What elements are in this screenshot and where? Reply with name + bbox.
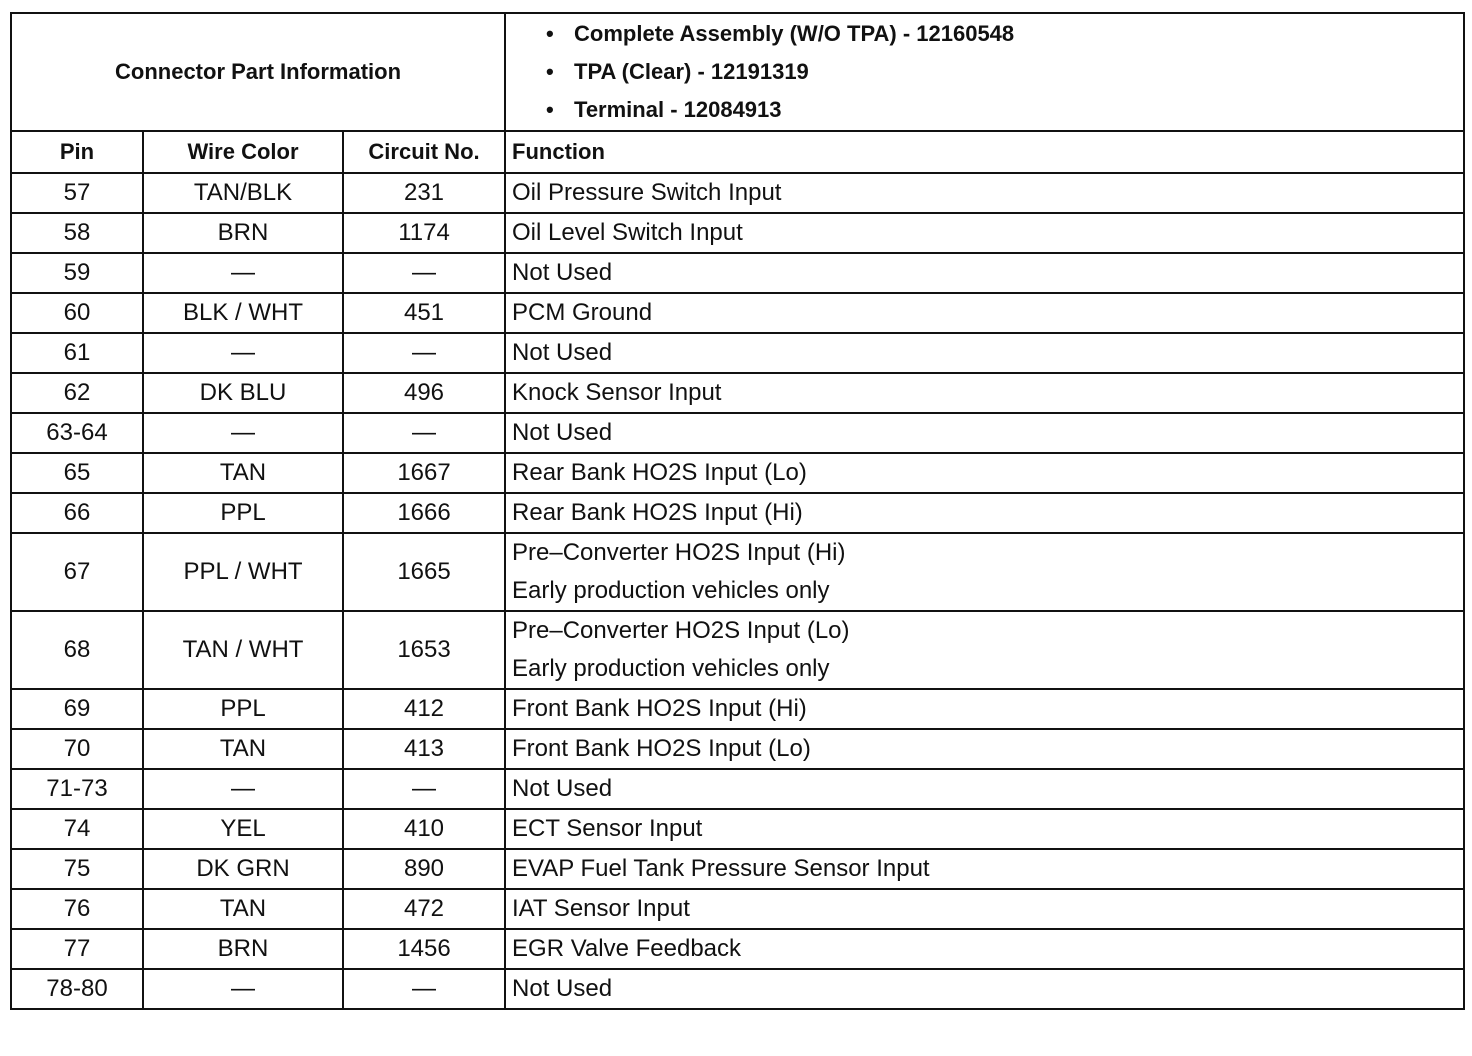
column-header-pin: Pin <box>11 131 143 173</box>
pin-cell: 77 <box>11 929 143 969</box>
pin-cell: 74 <box>11 809 143 849</box>
pin-cell: 57 <box>11 173 143 213</box>
connector-info-text: TPA (Clear) - 12191319 <box>574 59 809 84</box>
wire-color-cell: TAN <box>143 729 343 769</box>
column-header-wire-color: Wire Color <box>143 131 343 173</box>
function-text: Front Bank HO2S Input (Lo) <box>512 735 811 762</box>
circuit-cell: — <box>343 969 505 1009</box>
connector-info-row <box>11 13 1464 131</box>
function-text: Not Used <box>512 975 613 1002</box>
table-row <box>11 729 1464 769</box>
circuit-cell: 410 <box>343 809 505 849</box>
pin-cell: 65 <box>11 453 143 493</box>
circuit-cell: 1665 <box>343 533 505 611</box>
function-cell <box>505 889 1464 929</box>
wire-color-cell: — <box>143 769 343 809</box>
table-row <box>11 293 1464 333</box>
table-row <box>11 689 1464 729</box>
circuit-cell: 890 <box>343 849 505 889</box>
function-text: Not Used <box>512 339 613 366</box>
circuit-cell: 472 <box>343 889 505 929</box>
column-header-circuit: Circuit No. <box>343 131 505 173</box>
circuit-cell: — <box>343 769 505 809</box>
function-text: ECT Sensor Input <box>512 815 703 842</box>
wire-color-cell: — <box>143 969 343 1009</box>
function-text: Rear Bank HO2S Input (Lo) <box>512 459 807 486</box>
connector-info-text: Terminal - 12084913 <box>574 97 782 122</box>
bullet-icon: • <box>546 21 554 46</box>
connector-pinout-sheet <box>10 12 1463 1010</box>
wire-color-cell: — <box>143 413 343 453</box>
table-row <box>11 413 1464 453</box>
connector-info-item <box>546 53 1457 91</box>
table-row <box>11 533 1464 611</box>
table-row <box>11 253 1464 293</box>
function-cell <box>505 213 1464 253</box>
connector-info-item <box>546 15 1457 53</box>
connector-info-item <box>546 91 1457 129</box>
circuit-cell: 1174 <box>343 213 505 253</box>
circuit-cell: 1456 <box>343 929 505 969</box>
pin-cell: 67 <box>11 533 143 611</box>
function-cell <box>505 689 1464 729</box>
circuit-cell: 412 <box>343 689 505 729</box>
circuit-cell: 413 <box>343 729 505 769</box>
function-text: Not Used <box>512 419 613 446</box>
table-row <box>11 453 1464 493</box>
pin-rows <box>11 173 1464 1009</box>
function-cell <box>505 453 1464 493</box>
circuit-cell: — <box>343 333 505 373</box>
wire-color-cell: TAN <box>143 453 343 493</box>
table-row <box>11 929 1464 969</box>
circuit-cell: — <box>343 413 505 453</box>
table-row <box>11 769 1464 809</box>
function-cell <box>505 969 1464 1009</box>
connector-info-text: Complete Assembly (W/O TPA) - 12160548 <box>574 21 1015 46</box>
pin-cell: 66 <box>11 493 143 533</box>
function-cell <box>505 729 1464 769</box>
column-header-function: Function <box>505 131 1464 173</box>
function-text: EGR Valve Feedback <box>512 935 742 962</box>
function-cell <box>505 849 1464 889</box>
pin-cell: 69 <box>11 689 143 729</box>
pin-cell: 78-80 <box>11 969 143 1009</box>
pin-cell: 75 <box>11 849 143 889</box>
circuit-cell: 1667 <box>343 453 505 493</box>
wire-color-cell: — <box>143 253 343 293</box>
pin-cell: 58 <box>11 213 143 253</box>
wire-color-cell: TAN <box>143 889 343 929</box>
wire-color-cell: PPL <box>143 493 343 533</box>
pin-cell: 70 <box>11 729 143 769</box>
function-text: Pre–Converter HO2S Input (Hi) <box>512 539 846 566</box>
function-text: Early production vehicles only <box>512 577 830 604</box>
function-cell <box>505 493 1464 533</box>
wire-color-cell: BRN <box>143 929 343 969</box>
function-cell <box>505 533 1464 611</box>
wire-color-cell: DK BLU <box>143 373 343 413</box>
function-cell <box>505 809 1464 849</box>
function-text: IAT Sensor Input <box>512 895 690 922</box>
connector-info-label: Connector Part Information <box>11 13 505 131</box>
function-text: Knock Sensor Input <box>512 379 722 406</box>
function-cell <box>505 373 1464 413</box>
function-text: Pre–Converter HO2S Input (Lo) <box>512 617 850 644</box>
wire-color-cell: YEL <box>143 809 343 849</box>
table-row <box>11 333 1464 373</box>
pin-cell: 60 <box>11 293 143 333</box>
function-cell <box>505 413 1464 453</box>
wire-color-cell: PPL <box>143 689 343 729</box>
column-header-row <box>11 131 1464 173</box>
table-row <box>11 889 1464 929</box>
table-row <box>11 213 1464 253</box>
wire-color-cell: DK GRN <box>143 849 343 889</box>
table-row <box>11 173 1464 213</box>
function-cell <box>505 173 1464 213</box>
function-text: Rear Bank HO2S Input (Hi) <box>512 499 803 526</box>
table-row <box>11 373 1464 413</box>
pin-cell: 71-73 <box>11 769 143 809</box>
pin-cell: 61 <box>11 333 143 373</box>
table-row <box>11 611 1464 689</box>
circuit-cell: 231 <box>343 173 505 213</box>
wire-color-cell: — <box>143 333 343 373</box>
function-text: Not Used <box>512 775 613 802</box>
pinout-table <box>10 12 1465 1010</box>
pin-cell: 76 <box>11 889 143 929</box>
circuit-cell: 451 <box>343 293 505 333</box>
circuit-cell: 496 <box>343 373 505 413</box>
function-text: Oil Level Switch Input <box>512 219 743 246</box>
table-row <box>11 809 1464 849</box>
function-cell <box>505 769 1464 809</box>
function-cell <box>505 929 1464 969</box>
bullet-icon: • <box>546 59 554 84</box>
pin-cell: 59 <box>11 253 143 293</box>
table-row <box>11 849 1464 889</box>
function-text: Not Used <box>512 259 613 286</box>
circuit-cell: — <box>343 253 505 293</box>
connector-info-list <box>505 13 1464 131</box>
function-cell <box>505 611 1464 689</box>
function-text: EVAP Fuel Tank Pressure Sensor Input <box>512 855 930 882</box>
wire-color-cell: PPL / WHT <box>143 533 343 611</box>
function-text: Oil Pressure Switch Input <box>512 179 782 206</box>
function-cell <box>505 253 1464 293</box>
wire-color-cell: TAN/BLK <box>143 173 343 213</box>
pin-cell: 62 <box>11 373 143 413</box>
wire-color-cell: BLK / WHT <box>143 293 343 333</box>
pin-cell: 68 <box>11 611 143 689</box>
pin-cell: 63-64 <box>11 413 143 453</box>
bullet-icon: • <box>546 97 554 122</box>
circuit-cell: 1666 <box>343 493 505 533</box>
wire-color-cell: TAN / WHT <box>143 611 343 689</box>
table-row <box>11 493 1464 533</box>
wire-color-cell: BRN <box>143 213 343 253</box>
table-row <box>11 969 1464 1009</box>
function-text: Early production vehicles only <box>512 655 830 682</box>
function-cell <box>505 333 1464 373</box>
circuit-cell: 1653 <box>343 611 505 689</box>
function-text: PCM Ground <box>512 299 653 326</box>
function-cell <box>505 293 1464 333</box>
function-text: Front Bank HO2S Input (Hi) <box>512 695 807 722</box>
